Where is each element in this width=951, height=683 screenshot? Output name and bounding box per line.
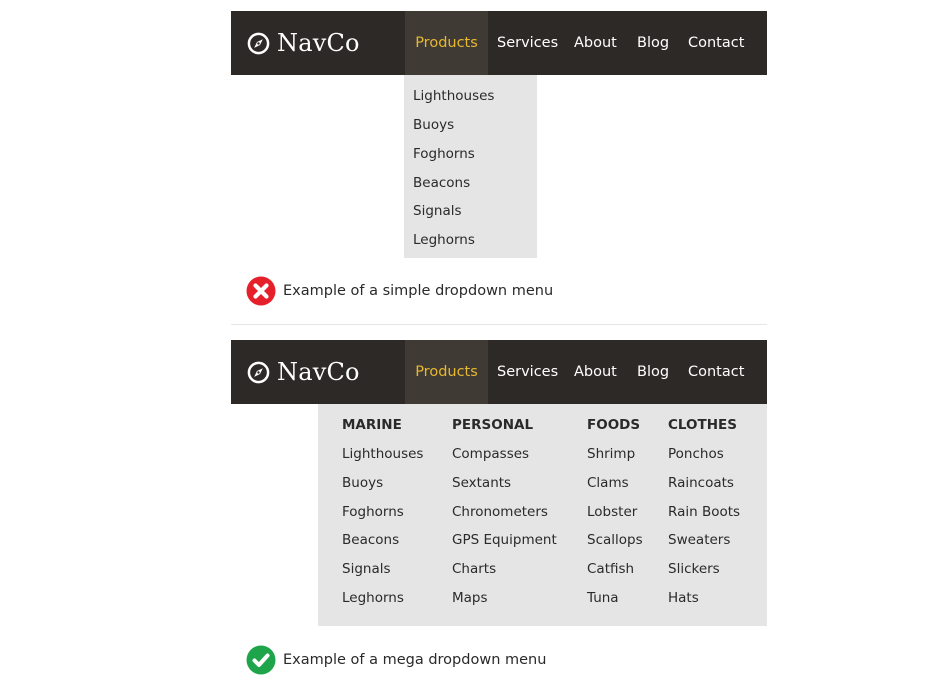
section-divider [231,324,767,325]
mega-item-shrimp[interactable]: Shrimp [587,446,636,462]
mega-item-leghorns[interactable]: Leghorns [342,590,404,606]
column-heading-marine: MARINE [342,417,402,433]
brand-logo[interactable] [247,11,360,75]
mega-item-slickers[interactable]: Slickers [668,561,720,577]
mega-item-tuna[interactable]: Tuna [587,590,619,606]
simple-dropdown-menu [404,75,537,258]
mega-item-chronometers[interactable]: Chronometers [452,504,548,520]
nav-services[interactable]: Services [497,364,559,380]
caption-mega [246,645,546,675]
mega-item-compasses[interactable]: Compasses [452,446,530,462]
mega-item-raincoats[interactable]: Raincoats [668,475,734,491]
mega-item-clams[interactable]: Clams [587,475,629,491]
caption-mega-text: Example of a mega dropdown menu [283,652,547,668]
mega-item-sextants[interactable]: Sextants [452,475,512,491]
menu-item-signals[interactable]: Signals [413,203,462,219]
mega-item-rain-boots[interactable]: Rain Boots [668,504,741,520]
mega-item-signals[interactable]: Signals [342,561,391,577]
compass-icon [247,32,270,55]
nav-blog[interactable]: Blog [637,35,670,51]
brand-name: NavCo [277,358,360,386]
menu-item-lighthouses[interactable]: Lighthouses [413,88,495,104]
caption-simple-text: Example of a simple dropdown menu [283,283,554,299]
navbar-simple [231,11,767,75]
mega-item-buoys[interactable]: Buoys [342,475,384,491]
column-heading-personal: PERSONAL [452,417,534,433]
check-icon [246,645,276,675]
error-x-icon [246,276,276,306]
menu-item-foghorns[interactable]: Foghorns [413,146,475,162]
menu-item-beacons[interactable]: Beacons [413,175,471,191]
nav-about[interactable]: About [574,364,617,380]
column-heading-clothes: CLOTHES [668,417,737,433]
mega-item-scallops[interactable]: Scallops [587,532,643,548]
mega-item-foghorns[interactable]: Foghorns [342,504,404,520]
mega-item-lighthouses[interactable]: Lighthouses [342,446,424,462]
nav-contact[interactable]: Contact [688,364,745,380]
nav-contact[interactable]: Contact [688,35,745,51]
nav-blog[interactable]: Blog [637,364,670,380]
mega-item-beacons[interactable]: Beacons [342,532,400,548]
compass-icon [247,361,270,384]
mega-item-lobster[interactable]: Lobster [587,504,638,520]
mega-item-sweaters[interactable]: Sweaters [668,532,731,548]
mega-item-gps-equipment[interactable]: GPS Equipment [452,532,557,548]
mega-item-maps[interactable]: Maps [452,590,488,606]
menu-item-buoys[interactable]: Buoys [413,117,455,133]
mega-item-ponchos[interactable]: Ponchos [668,446,724,462]
menu-item-leghorns[interactable]: Leghorns [413,232,475,248]
nav-products[interactable]: Products [405,340,488,404]
mega-item-catfish[interactable]: Catfish [587,561,635,577]
mega-item-charts[interactable]: Charts [452,561,497,577]
mega-item-hats[interactable]: Hats [668,590,699,606]
column-heading-foods: FOODS [587,417,641,433]
nav-services[interactable]: Services [497,35,559,51]
brand-name: NavCo [277,29,360,57]
nav-about[interactable]: About [574,35,617,51]
navbar-mega [231,340,767,404]
caption-simple [246,276,553,306]
nav-products[interactable]: Products [405,11,488,75]
brand-logo[interactable] [247,340,360,404]
mega-dropdown-menu [318,404,767,626]
